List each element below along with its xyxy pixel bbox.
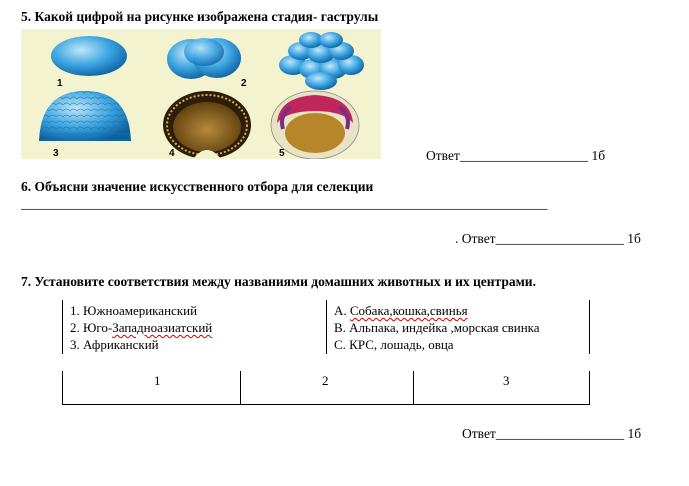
table-border-right <box>589 300 590 354</box>
right-item-b: В. Альпака, индейка ,морская свинка <box>334 320 540 335</box>
stage-label-3: 3 <box>53 148 59 159</box>
stage-label-4: 4 <box>169 148 175 159</box>
right-item-c: С. КРС, лошадь, овца <box>334 337 454 352</box>
stage-4-gastrula <box>163 91 251 159</box>
question-7-title: 7. Установите соответствия между названиями домашних животных и их центрами. <box>21 274 536 289</box>
question-6-answer[interactable]: . Ответ___________________ 1б <box>455 231 641 246</box>
grid-divider-1 <box>240 371 241 405</box>
question-6-title: 6. Объясни значение искусственного отбора для селекции <box>21 179 374 194</box>
grid-header-3: 3 <box>503 373 510 388</box>
stage-label-1: 1 <box>57 78 63 89</box>
question-6-blank[interactable]: ______________________________________________________________________________ <box>21 196 548 211</box>
table-border-left <box>62 300 63 354</box>
question-5-title: 5. Какой цифрой на рисунке изображена стадия- гаструлы <box>21 9 379 24</box>
left-item-3: 3. Африканский <box>70 337 159 352</box>
question-7-answer[interactable]: Ответ___________________ 1б <box>462 426 642 441</box>
table-border-middle <box>326 300 327 354</box>
left-item-2: 2. Юго-Западноазиатский <box>70 320 213 335</box>
grid-bottom-line <box>62 404 590 405</box>
stage-morula <box>279 32 364 90</box>
stage-1-zygote <box>51 36 127 76</box>
embryo-stages-illustration <box>21 29 381 159</box>
embryo-stages-figure <box>21 29 381 159</box>
grid-answer-cell-3[interactable] <box>415 388 588 403</box>
stage-label-5: 5 <box>279 148 285 159</box>
stage-3-blastula <box>39 91 131 141</box>
grid-answer-cell-2[interactable] <box>242 388 412 403</box>
grid-border-right <box>589 371 590 405</box>
grid-header-2: 2 <box>322 373 329 388</box>
grid-header-1: 1 <box>154 373 161 388</box>
grid-border-left <box>62 371 63 405</box>
stage-2-cleavage <box>167 38 241 79</box>
stage-label-2: 2 <box>241 78 247 89</box>
grid-divider-2 <box>413 371 414 405</box>
question-5-answer[interactable]: Ответ___________________ 1б <box>426 148 606 163</box>
right-item-a: А. Собака,кошка,свинья <box>334 303 468 318</box>
grid-answer-cell-1[interactable] <box>64 388 239 403</box>
left-item-1: 1. Южноамериканский <box>70 303 198 318</box>
